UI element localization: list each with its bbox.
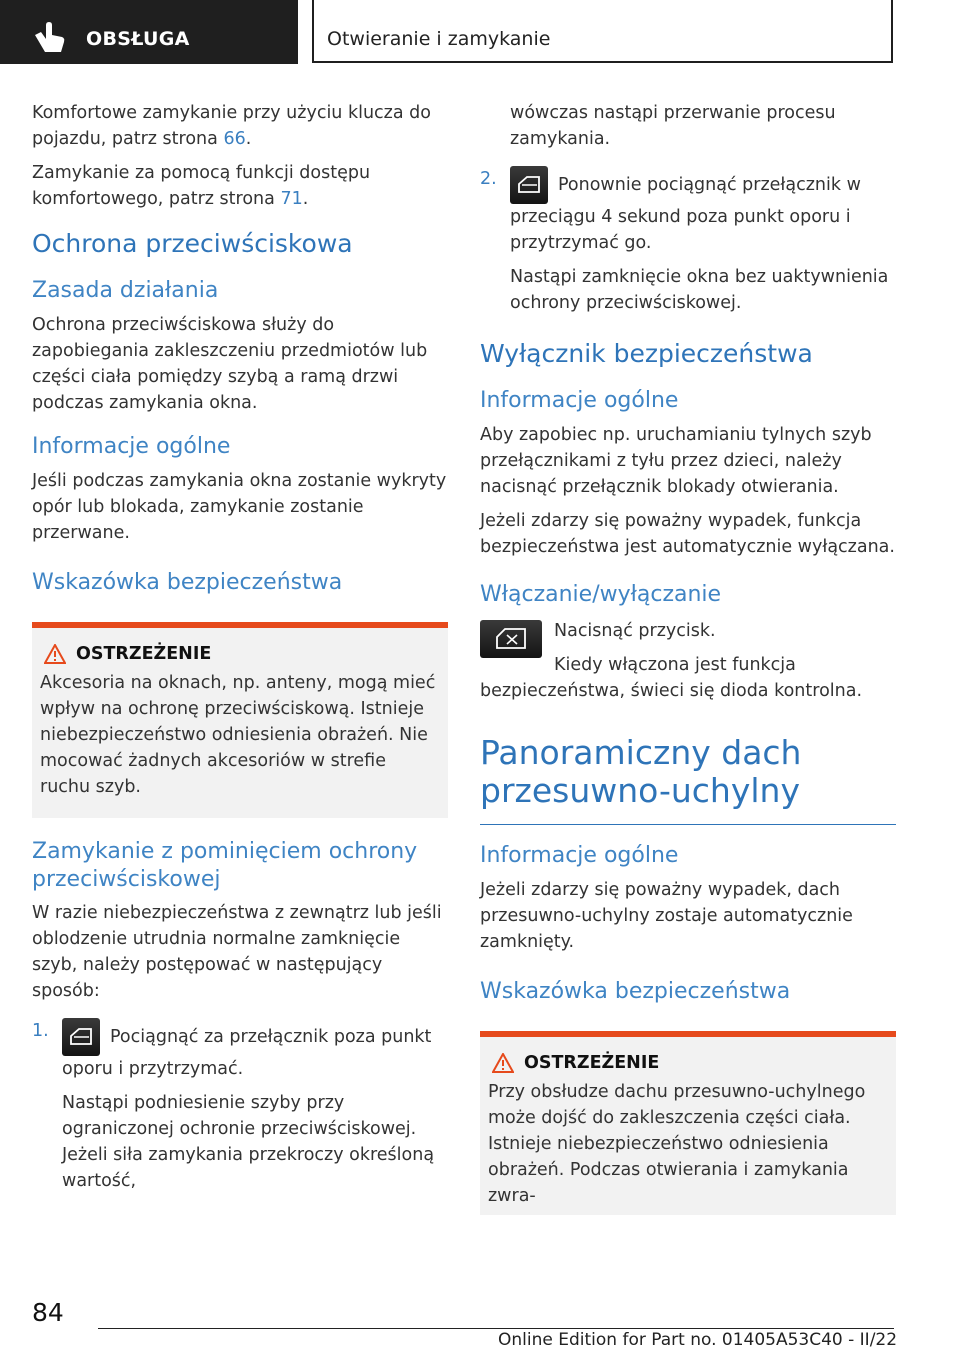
window-switch-icon <box>62 1018 100 1056</box>
footer-divider <box>98 1328 894 1329</box>
paragraph: Nacisnąć przycisk. <box>554 621 716 641</box>
hand-pointer-icon <box>32 22 66 52</box>
paragraph: Jeśli podczas zamykania okna zostanie wykryty opór lub blokada, zamykanie zostanie przerwane. <box>32 471 447 543</box>
window-switch-icon <box>510 166 548 204</box>
paragraph: wówczas nastąpi przerwanie procesu zamykania. <box>510 103 836 149</box>
subheading: Informacje ogólne <box>480 843 679 868</box>
paragraph: Kiedy włączona jest funkcja bezpieczeństwa, świeci się dioda kontrolna. <box>480 655 863 701</box>
page-number: 84 <box>32 1298 64 1327</box>
subheading: Wskazówka bezpieczeństwa <box>32 570 343 595</box>
left-column <box>32 100 448 1202</box>
warning-triangle-icon <box>44 644 66 664</box>
step-text: Nastąpi podniesienie szyby przy ograniczonej ochronie przeciwściskowej. Jeżeli siła zamykania przekroczy określoną wartość, <box>62 1093 435 1191</box>
page-link[interactable]: 66 <box>223 129 246 149</box>
subheading: Zamykanie z pominięciem ochrony przeciwściskowej <box>32 839 418 892</box>
paragraph: Aby zapobiec np. uruchamianiu tylnych szyb przełącznikami z tyłu przez dzieci, należy nacisnąć przełącznik blokady otwierania. <box>480 425 872 497</box>
step-text: Pociągnąć za przełącznik poza punkt oporu i przytrzymać. <box>62 1027 432 1079</box>
list-item <box>32 1018 448 1194</box>
header-chapter-box <box>312 0 893 63</box>
subheading: Informacje ogólne <box>480 388 679 413</box>
heading: Ochrona przeciwściskowa <box>32 229 353 258</box>
paragraph: Zamykanie za pomocą funkcji dostępu komfortowego, patrz strona 71. <box>32 163 371 209</box>
heading-large: Panoramiczny dach przesuwno-uchylny <box>480 733 802 810</box>
paragraph: Ochrona przeciwściskowa służy do zapobiegania zakleszczeniu przedmiotów lub części ciała pomiędzy szybą a ramą drzwi podczas zamykania okna. <box>32 315 428 413</box>
warning-text: Przy obsłudze dachu przesuwno-uchylnego może dojść do zakleszczenia części ciała. Istnieje niebezpieczeństwo odniesienia obrażeń. Podczas otwierania i zamykania zwra- <box>488 1082 866 1206</box>
heading: Wyłącznik bezpieczeństwa <box>480 339 813 368</box>
child-lock-button-icon <box>480 620 542 658</box>
warning-triangle-icon <box>492 1053 514 1073</box>
list-item <box>480 166 896 316</box>
chapter-title: Otwieranie i zamykanie <box>327 28 551 50</box>
warning-text: Akcesoria na oknach, np. anteny, mogą mieć wpływ na ochronę przeciwściskową. Istnieje niebezpieczeństwo odniesienia obrażeń. Nie mocować żadnych akcesoriów w strefie ruchu szyb. <box>40 673 436 797</box>
step-number: 1. <box>32 1021 49 1041</box>
subheading: Wskazówka bezpieczeństwa <box>480 979 791 1004</box>
warning-title: OSTRZEŻENIE <box>524 1053 660 1073</box>
paragraph: W razie niebezpieczeństwa z zewnątrz lub jeśli oblodzenie utrudnia normalne zamknięcie szyb, należy postępować w następujący sposób: <box>32 903 442 1001</box>
subheading: Włączanie/wyłączanie <box>480 582 722 607</box>
right-column <box>480 100 896 1235</box>
step-text: Ponownie pociągnąć przełącznik w przeciągu 4 sekund poza punkt oporu i przytrzymać go. <box>510 175 861 253</box>
warning-title: OSTRZEŻENIE <box>76 644 212 664</box>
edition-text: Online Edition for Part no. 01405A53C40 - II/22 <box>498 1330 898 1350</box>
warning-box <box>480 1031 896 1215</box>
step-text: Nastąpi zamknięcie okna bez uaktywnienia ochrony przeciwściskowej. <box>510 267 889 313</box>
paragraph: Jeżeli zdarzy się poważny wypadek, dach przesuwno-uchylny zostaje automatycznie zamknięty. <box>480 880 853 952</box>
subheading: Zasada działania <box>32 278 219 303</box>
warning-box <box>32 622 448 818</box>
subheading: Informacje ogólne <box>32 434 231 459</box>
section-title: OBSŁUGA <box>86 28 190 50</box>
step-number: 2. <box>480 169 497 189</box>
header-section-bar <box>0 0 298 64</box>
divider <box>480 824 896 825</box>
paragraph: Komfortowe zamykanie przy użyciu klucza do pojazdu, patrz strona 66. <box>32 103 431 149</box>
paragraph: Jeżeli zdarzy się poważny wypadek, funkcja bezpieczeństwa jest automatycznie wyłączana. <box>480 511 895 557</box>
page-link[interactable]: 71 <box>280 189 303 209</box>
